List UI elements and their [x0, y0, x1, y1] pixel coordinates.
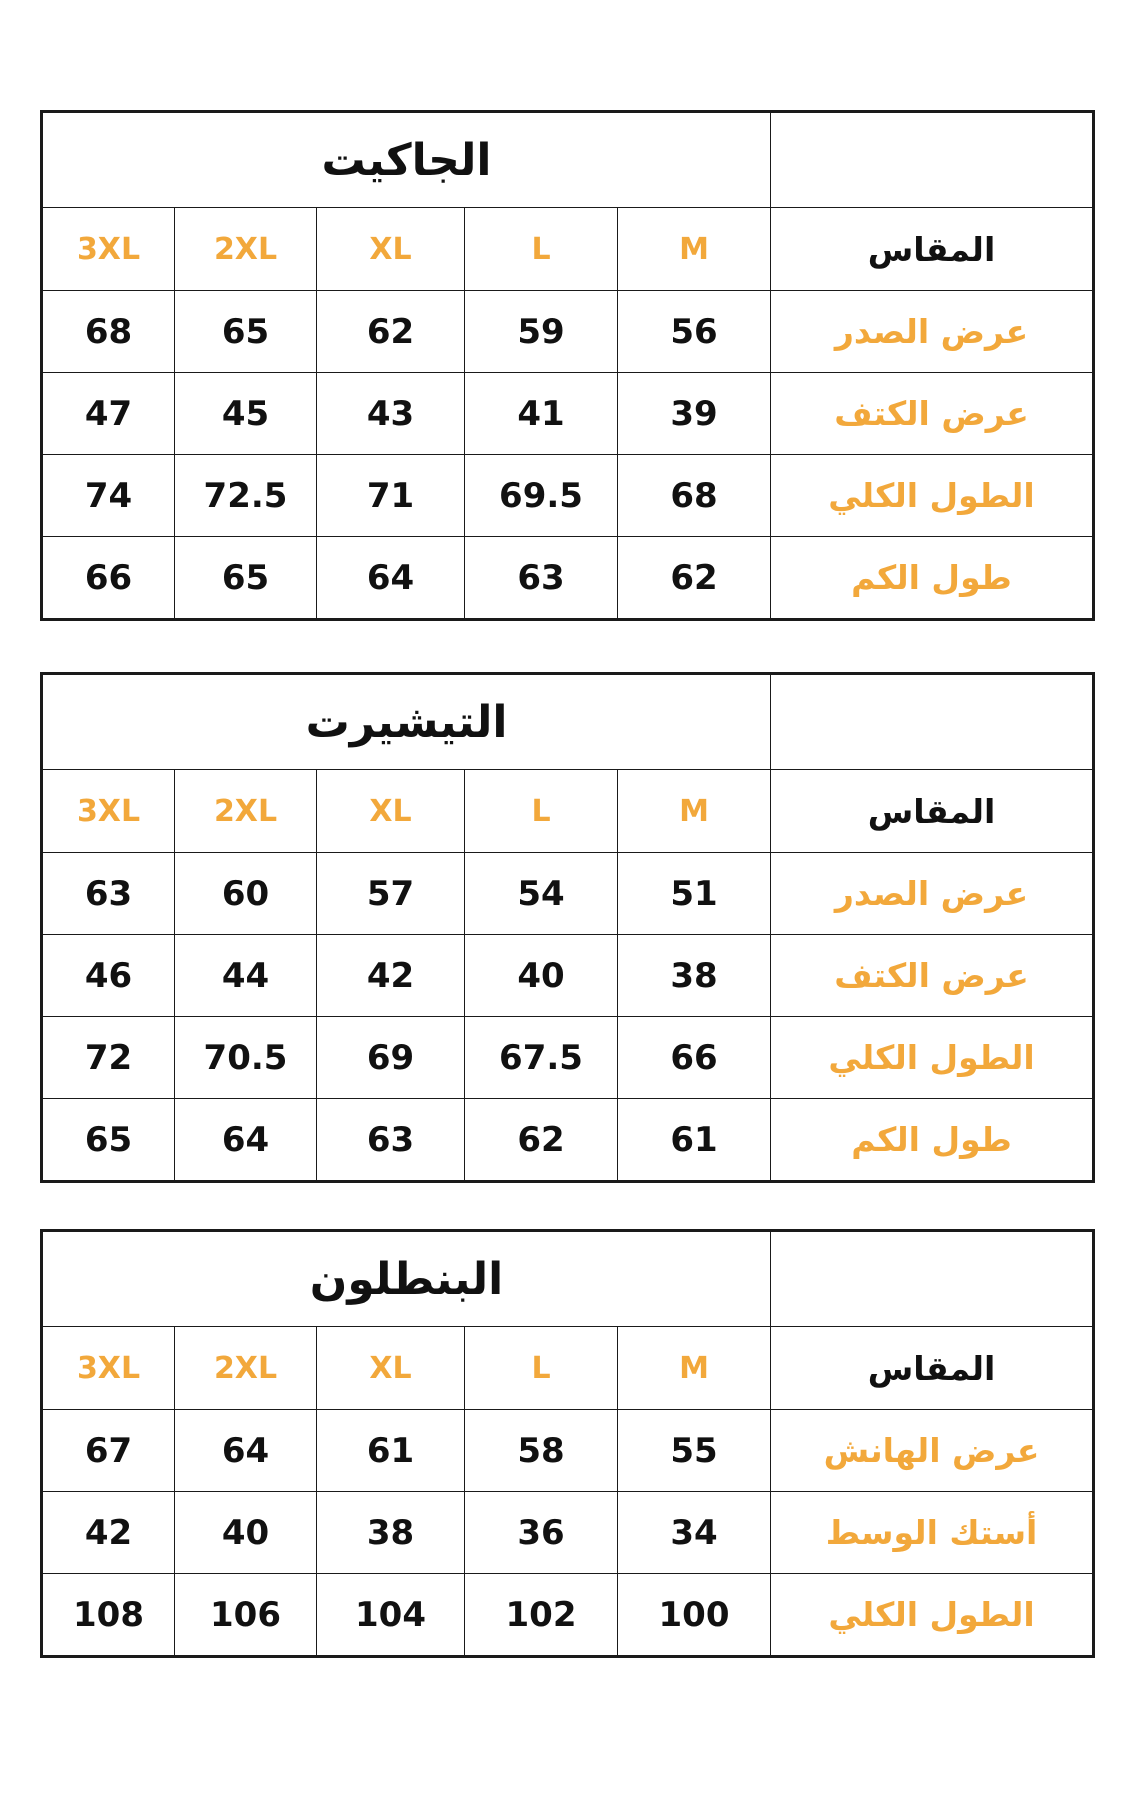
cell-value: 68 — [42, 291, 175, 373]
cell-value: 64 — [317, 537, 465, 620]
table-row — [42, 1099, 1094, 1182]
cell-value: 62 — [317, 291, 465, 373]
cell-value: 46 — [42, 935, 175, 1017]
cell-value: 72.5 — [175, 455, 317, 537]
pants-size-table — [40, 1229, 1095, 1658]
size-header-l: L — [465, 770, 618, 853]
size-header-xl: XL — [317, 208, 465, 291]
table-title: البنطلون — [42, 1231, 771, 1327]
table-row — [42, 935, 1094, 1017]
table-row — [42, 1017, 1094, 1099]
tshirt-size-table — [40, 672, 1095, 1183]
cell-value: 54 — [465, 853, 618, 935]
size-axis-label: المقاس — [771, 208, 1094, 291]
cell-value: 55 — [618, 1410, 771, 1492]
size-header-2xl: 2XL — [175, 770, 317, 853]
cell-value: 100 — [618, 1574, 771, 1657]
size-header-l: L — [465, 1327, 618, 1410]
cell-value: 47 — [42, 373, 175, 455]
cell-value: 64 — [175, 1099, 317, 1182]
table-row — [42, 537, 1094, 620]
cell-value: 62 — [618, 537, 771, 620]
size-axis-label: المقاس — [771, 1327, 1094, 1410]
cell-value: 36 — [465, 1492, 618, 1574]
cell-value: 44 — [175, 935, 317, 1017]
cell-value: 66 — [618, 1017, 771, 1099]
size-header-m: M — [618, 208, 771, 291]
cell-value: 42 — [317, 935, 465, 1017]
table-row — [42, 455, 1094, 537]
cell-value: 42 — [42, 1492, 175, 1574]
row-label: الطول الكلي — [771, 1017, 1094, 1099]
empty-corner-cell — [771, 112, 1094, 208]
table-row — [42, 853, 1094, 935]
table-row — [42, 373, 1094, 455]
cell-value: 67.5 — [465, 1017, 618, 1099]
table-row — [42, 1492, 1094, 1574]
row-label: عرض الكتف — [771, 935, 1094, 1017]
cell-value: 69.5 — [465, 455, 618, 537]
cell-value: 40 — [175, 1492, 317, 1574]
cell-value: 71 — [317, 455, 465, 537]
cell-value: 61 — [618, 1099, 771, 1182]
row-label: الطول الكلي — [771, 1574, 1094, 1657]
cell-value: 74 — [42, 455, 175, 537]
size-header-3xl: 3XL — [42, 770, 175, 853]
table-row — [42, 291, 1094, 373]
empty-corner-cell — [771, 1231, 1094, 1327]
cell-value: 63 — [42, 853, 175, 935]
cell-value: 58 — [465, 1410, 618, 1492]
cell-value: 102 — [465, 1574, 618, 1657]
cell-value: 64 — [175, 1410, 317, 1492]
size-header-2xl: 2XL — [175, 208, 317, 291]
cell-value: 45 — [175, 373, 317, 455]
cell-value: 104 — [317, 1574, 465, 1657]
row-label: عرض الكتف — [771, 373, 1094, 455]
size-axis-label: المقاس — [771, 770, 1094, 853]
cell-value: 63 — [465, 537, 618, 620]
row-label: طول الكم — [771, 537, 1094, 620]
row-label: أستك الوسط — [771, 1492, 1094, 1574]
row-label: عرض الصدر — [771, 291, 1094, 373]
cell-value: 56 — [618, 291, 771, 373]
cell-value: 72 — [42, 1017, 175, 1099]
cell-value: 39 — [618, 373, 771, 455]
table-title: التيشيرت — [42, 674, 771, 770]
cell-value: 43 — [317, 373, 465, 455]
cell-value: 61 — [317, 1410, 465, 1492]
cell-value: 60 — [175, 853, 317, 935]
cell-value: 38 — [317, 1492, 465, 1574]
cell-value: 34 — [618, 1492, 771, 1574]
cell-value: 59 — [465, 291, 618, 373]
cell-value: 69 — [317, 1017, 465, 1099]
cell-value: 41 — [465, 373, 618, 455]
cell-value: 65 — [175, 291, 317, 373]
cell-value: 63 — [317, 1099, 465, 1182]
size-header-xl: XL — [317, 770, 465, 853]
cell-value: 66 — [42, 537, 175, 620]
table-row — [42, 1410, 1094, 1492]
cell-value: 65 — [42, 1099, 175, 1182]
size-header-3xl: 3XL — [42, 1327, 175, 1410]
jacket-size-table — [40, 110, 1095, 621]
cell-value: 106 — [175, 1574, 317, 1657]
cell-value: 65 — [175, 537, 317, 620]
table-title: الجاكيت — [42, 112, 771, 208]
row-label: عرض الهانش — [771, 1410, 1094, 1492]
cell-value: 38 — [618, 935, 771, 1017]
cell-value: 70.5 — [175, 1017, 317, 1099]
row-label: طول الكم — [771, 1099, 1094, 1182]
size-header-xl: XL — [317, 1327, 465, 1410]
row-label: الطول الكلي — [771, 455, 1094, 537]
empty-corner-cell — [771, 674, 1094, 770]
size-header-m: M — [618, 770, 771, 853]
row-label: عرض الصدر — [771, 853, 1094, 935]
cell-value: 108 — [42, 1574, 175, 1657]
cell-value: 67 — [42, 1410, 175, 1492]
cell-value: 57 — [317, 853, 465, 935]
cell-value: 40 — [465, 935, 618, 1017]
table-row — [42, 1574, 1094, 1657]
size-header-3xl: 3XL — [42, 208, 175, 291]
cell-value: 62 — [465, 1099, 618, 1182]
size-header-l: L — [465, 208, 618, 291]
cell-value: 68 — [618, 455, 771, 537]
size-header-m: M — [618, 1327, 771, 1410]
size-header-2xl: 2XL — [175, 1327, 317, 1410]
cell-value: 51 — [618, 853, 771, 935]
